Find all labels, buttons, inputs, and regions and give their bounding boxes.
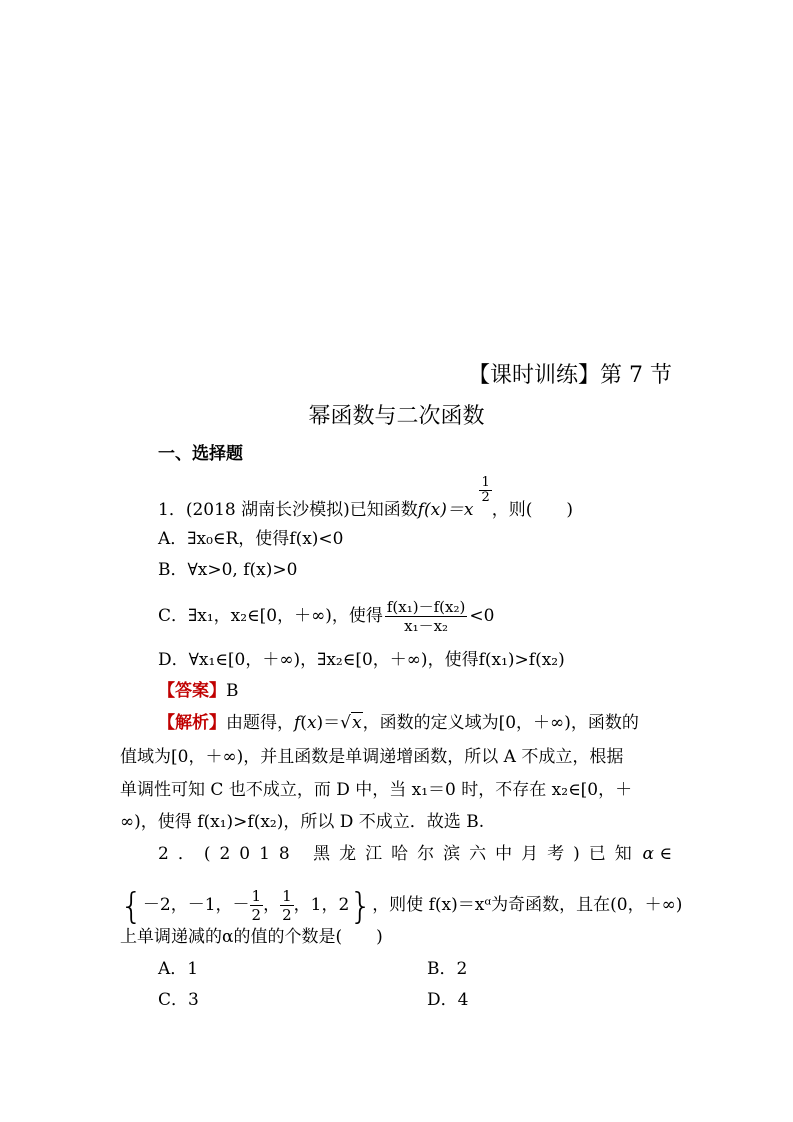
answer-label: 【答案】 (158, 681, 226, 701)
q1-option-a: A．∃x₀∈R，使得f(x)<0 (158, 529, 344, 549)
q2-option-c: C．3 (158, 990, 199, 1010)
q2-set-part-1: －2，－1，－ (142, 895, 250, 915)
q2-option-d: D．4 (427, 990, 469, 1010)
q1-stem-suffix: ，则( ) (491, 500, 574, 520)
q2-set-frac-1-num: 1 (251, 887, 262, 905)
analysis-line-1: 【解析】由题得，f(x)＝√x，函数的定义域为[0，＋∞)，函数的 (158, 713, 639, 733)
section-title: 一、选择题 (158, 444, 243, 464)
q1-option-b: B．∀x>0, f(x)>0 (158, 560, 298, 580)
q1-exponent (479, 476, 491, 505)
q2-option-a: A．1 (158, 959, 199, 979)
q1-exp-den: 2 (481, 490, 490, 505)
q1-option-c-fraction (385, 598, 467, 635)
q1-option-c-prefix: C．∃x₁，x₂∈[0，＋∞)，使得 (158, 606, 383, 626)
q2-alpha: α ∈ (642, 844, 672, 864)
q2-set-frac-2-den: 2 (282, 906, 292, 924)
q2-set-frac-2-num: 1 (282, 887, 292, 905)
answer-line (158, 680, 239, 702)
q2-set-part-3: ，1，2 (293, 895, 350, 915)
question-2-line-3: 上单调递减的α的值的个数是( ) (120, 927, 383, 947)
q2-option-b: B．2 (427, 959, 468, 979)
question-2-line-1 (158, 843, 672, 865)
question-1-stem (158, 475, 574, 525)
page-title: 幂函数与二次函数 (308, 404, 485, 429)
q2-set-frac-2 (280, 887, 294, 924)
left-brace: { (120, 886, 143, 927)
lesson-heading: 【课时训练】第 7 节 (468, 363, 672, 388)
q1-option-c (158, 598, 494, 635)
analysis-line-2: 值域为[0，＋∞)，并且函数是单调递增函数，所以 A 不成立，根据 (120, 747, 624, 767)
q1-option-c-num: f(x₁)－f(x₂) (386, 598, 466, 616)
question-2-line-2 (120, 886, 683, 927)
q1-stem-prefix: 1．(2018 湖南长沙模拟)已知函数 (158, 500, 418, 520)
analysis-func: f (294, 713, 301, 733)
q2-line2-suffix: ，则使 f(x)＝xᵅ为奇函数，且在(0，＋∞) (372, 895, 683, 915)
q1-option-c-suffix: <0 (469, 606, 495, 626)
answer-value: B (226, 681, 239, 701)
q2-set-frac-1-den: 2 (251, 906, 262, 924)
q1-option-c-den: x₁－x₂ (404, 617, 449, 635)
analysis-label: 【解析】 (158, 713, 226, 733)
analysis-text-1a: 由题得， (226, 713, 294, 733)
sqrt-expression: √x (340, 713, 362, 733)
analysis-text-1b: ，函数的定义域为[0，＋∞)，函数的 (362, 713, 639, 733)
q2-line1-prefix: 2．(2018 黑龙江哈尔滨六中月考)已知 (158, 844, 641, 864)
analysis-line-3: 单调性可知 C 也不成立，而 D 中，当 x₁＝0 时，不存在 x₂∈[0，＋ (120, 780, 633, 800)
q1-exp-num: 1 (481, 475, 490, 490)
q2-set-frac-1 (250, 887, 264, 924)
q1-function: f(x)＝x (417, 500, 474, 520)
q2-set-comma: ， (263, 895, 281, 915)
analysis-line-4: ∞)，使得 f(x₁)>f(x₂)，所以 D 不成立．故选 B. (120, 812, 485, 832)
q1-option-d: D．∀x₁∈[0，＋∞)，∃x₂∈[0，＋∞)，使得f(x₁)>f(x₂) (158, 650, 565, 670)
right-brace: } (349, 886, 373, 927)
